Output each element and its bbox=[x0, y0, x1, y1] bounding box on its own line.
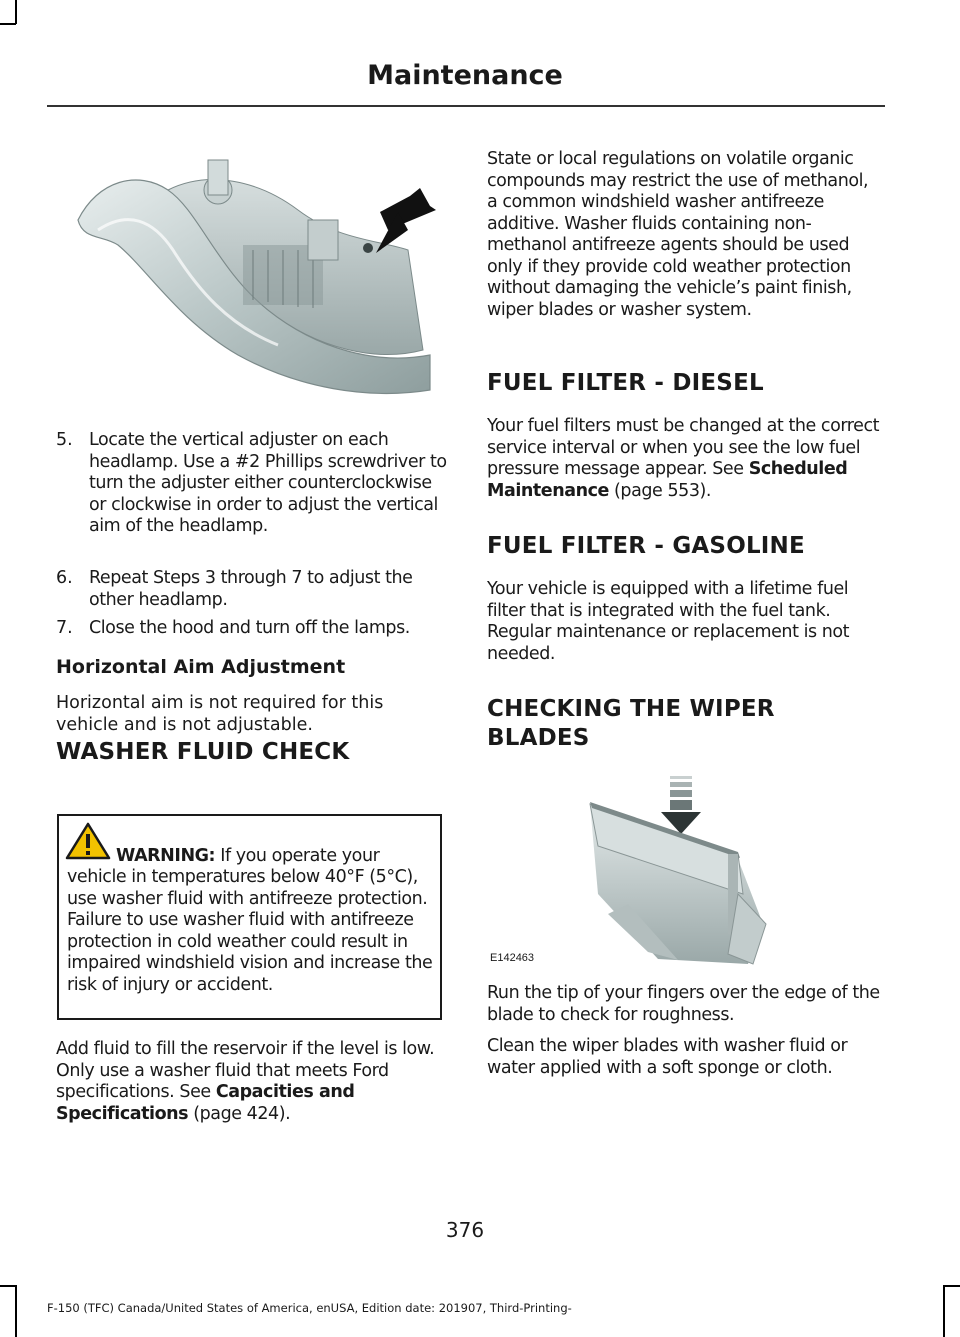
horizontal-aim-text: Horizontal aim is not required for this vehicle and is not adjustable. bbox=[56, 693, 384, 735]
crop-mark bbox=[0, 23, 16, 25]
diesel-paragraph bbox=[487, 416, 882, 502]
step-text: Repeat Steps 3 through 7 to adjust the other headlamp. bbox=[89, 568, 413, 610]
horizontal-aim-heading: Horizontal Aim Adjustment bbox=[56, 656, 346, 678]
warning-label: WARNING: bbox=[116, 846, 216, 866]
warning-text: vehicle in temperatures below 40°F (5°C), use washer fluid with antifreeze protection. Failure to use washer fluid with antifreeze protection in cold weather could result in impaired windshield vision and increase the risk of injury or accident. bbox=[67, 867, 433, 995]
wiper-heading-line2: BLADES bbox=[487, 725, 590, 751]
warning-box bbox=[57, 814, 442, 1020]
add-fluid-paragraph bbox=[56, 1039, 448, 1125]
step-number: 7. bbox=[56, 618, 73, 638]
step-number: 5. bbox=[56, 430, 73, 450]
step-text: Close the hood and turn off the lamps. bbox=[89, 618, 410, 638]
step-number: 6. bbox=[56, 568, 73, 588]
diesel-filter-heading: FUEL FILTER - DIESEL bbox=[487, 370, 764, 396]
capacities-link[interactable]: Capacities and Specifications bbox=[56, 1082, 355, 1124]
scheduled-maintenance-link[interactable]: Scheduled Maintenance bbox=[487, 459, 848, 501]
crop-mark bbox=[15, 1285, 17, 1337]
edition-info: F-150 (TFC) Canada/United States of America, enUSA, Edition date: 201907, Third-Printing- bbox=[47, 1301, 572, 1315]
wiper-text1: Run the tip of your fingers over the edge of the blade to check for roughness. bbox=[487, 983, 880, 1025]
headlamp-illustration bbox=[58, 150, 438, 400]
header-rule bbox=[47, 105, 885, 107]
step-item bbox=[56, 430, 448, 538]
warning-first-line bbox=[116, 846, 436, 868]
add-fluid-text: Add fluid to fill the reservoir if the level is low. Only use a washer fluid that meets Ford specifications. See bbox=[56, 1039, 435, 1102]
diesel-page: (page 553). bbox=[608, 480, 711, 501]
step-text: Locate the vertical adjuster on each headlamp. Use a #2 Phillips screwdriver to turn the adjuster either counterclockwise or clockwise in order to adjust the vertical aim of the headlamp. bbox=[89, 430, 447, 536]
add-fluid-page: (page 424). bbox=[188, 1103, 291, 1124]
step-item bbox=[56, 568, 448, 611]
gasoline-paragraph: Your vehicle is equipped with a lifetime fuel filter that is integrated with the fuel tank. Regular maintenance or replacement is not needed. bbox=[487, 579, 850, 664]
page-title: Maintenance bbox=[367, 60, 563, 91]
step-item bbox=[56, 618, 448, 640]
image-code: E142463 bbox=[490, 952, 535, 964]
wiper-blade-illustration bbox=[588, 774, 788, 966]
warning-triangle-icon bbox=[65, 822, 111, 860]
page-number: 376 bbox=[445, 1218, 485, 1242]
washer-fluid-heading: WASHER FLUID CHECK bbox=[56, 739, 350, 765]
warning-text-first: If you operate your bbox=[220, 846, 380, 866]
wiper-heading-line1: CHECKING THE WIPER bbox=[487, 696, 775, 722]
crop-mark bbox=[943, 1285, 960, 1287]
crop-mark bbox=[943, 1285, 945, 1337]
crop-mark bbox=[15, 0, 17, 24]
diesel-text: Your fuel filters must be changed at the correct service interval or when you see the low fuel pressure message appear. See bbox=[487, 416, 880, 479]
gasoline-filter-heading: FUEL FILTER - GASOLINE bbox=[487, 533, 805, 559]
voc-paragraph: State or local regulations on volatile organic compounds may restrict the use of methanol, a common windshield washer antifreeze additive. Washer fluids containing non-methanol antifreeze agents should be used only if they provide cold weather protection without damaging the vehicle’s paint finish, wiper blades or washer system. bbox=[487, 149, 869, 320]
crop-mark bbox=[0, 1285, 16, 1287]
wiper-text2: Clean the wiper blades with washer fluid or water applied with a soft sponge or cloth. bbox=[487, 1036, 848, 1078]
